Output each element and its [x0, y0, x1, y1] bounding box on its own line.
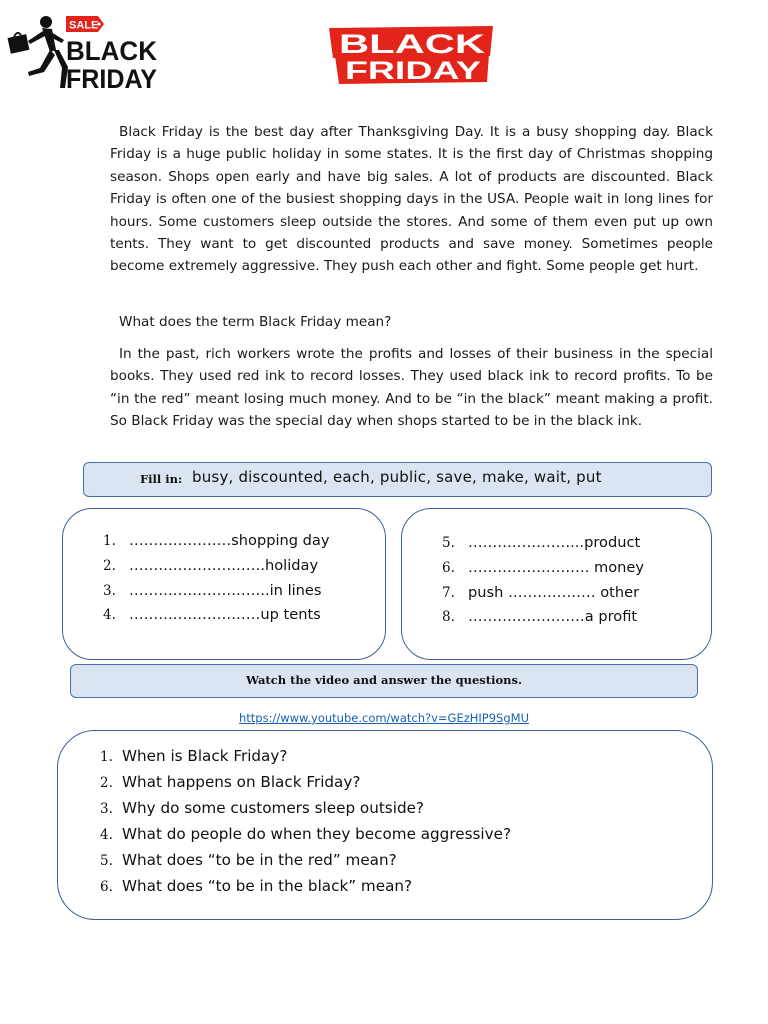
fill-in-item[interactable]: 7. push ……………… other: [442, 583, 640, 601]
logo-right-black-text: BLACK: [339, 29, 486, 59]
fill-in-item[interactable]: 2. ……………………….holiday: [103, 556, 319, 574]
fill-in-list-left: [103, 529, 330, 628]
black-friday-title-logo: [325, 24, 497, 86]
fill-in-item[interactable]: 4. ………………………up tents: [103, 606, 321, 624]
fill-in-box-left: [62, 508, 386, 660]
sale-tag-text: SALE: [69, 19, 99, 32]
question-item: 1. When is Black Friday?: [100, 747, 288, 765]
intro-paragraph: Black Friday is the best day after Thanksgiving Day. It is a busy shopping day. Black Friday is a huge public holiday in some states. It is the first day of Christmas shopping season. Shops open early and have big sales. A lot of products are discounted. Black Friday is often one of the busiest shopping days in the USA. People wait in long lines for hours. Some customers sleep outside the stores. And some of them even put up own tents. They want to get discounted products and save money. Sometimes people become extremely aggressive. They push each other and fight. Some people get hurt.: [110, 124, 713, 275]
fill-in-label: Fill in:: [140, 472, 183, 486]
youtube-link[interactable]: https://www.youtube.com/watch?v=GEzHIP9SgMU: [239, 711, 529, 725]
logo-left-friday-text: FRIDAY: [66, 64, 157, 92]
shopping-bag-icon: [8, 33, 30, 54]
question-item: 6. What does “to be in the black” mean?: [100, 877, 413, 896]
fill-in-box-right: [401, 508, 712, 660]
questions-list: [100, 744, 511, 901]
logo-right-friday-text: FRIDAY: [345, 57, 482, 85]
questions-box: [57, 730, 713, 920]
shopper-silhouette-icon: [28, 16, 68, 88]
watch-video-instruction: Watch the video and answer the questions.: [246, 673, 522, 687]
fill-in-word-bank: busy, discounted, each, public, save, make, wait, put: [192, 468, 602, 486]
black-friday-sale-logo: [6, 10, 158, 92]
watch-video-banner: [70, 664, 698, 698]
fill-in-item[interactable]: 6. ……………………. money: [442, 558, 645, 576]
question-item: 3. Why do some customers sleep outside?: [100, 799, 424, 818]
logo-left-black-text: BLACK: [66, 36, 158, 66]
fill-in-list-right: [442, 531, 644, 630]
fill-in-item[interactable]: 5. …………………...product: [442, 534, 641, 551]
history-paragraph: In the past, rich workers wrote the profits and losses of their business in the special books. They used red ink to record losses. They used black ink to record profits. To be “in the red” meant losing much money. And to be “in the black” meant making a profit. So Black Friday was the special day when shops started to be in the black ink.: [110, 346, 713, 430]
question-item: 4. What do people do when they become aggressive?: [100, 825, 512, 844]
fill-in-item[interactable]: 1. …………………shopping day: [103, 532, 330, 549]
question-paragraph: What does the term Black Friday mean?: [119, 314, 392, 330]
fill-in-item[interactable]: 3. ………………………..in lines: [103, 581, 322, 599]
question-item: 2. What happens on Black Friday?: [100, 773, 361, 792]
sale-tag: [66, 16, 104, 32]
fill-in-banner: [83, 462, 712, 497]
fill-in-item[interactable]: 8. ……………………a profit: [442, 608, 638, 626]
question-item: 5. What does “to be in the red” mean?: [100, 851, 397, 870]
